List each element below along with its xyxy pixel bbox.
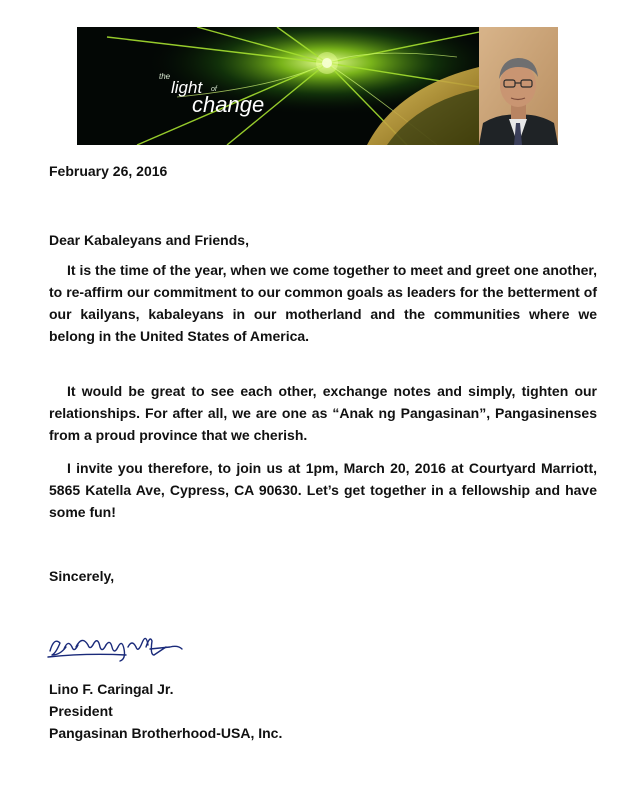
handwritten-signature [46, 625, 186, 665]
letter-closing: Sincerely, [49, 568, 115, 584]
signer-title: President [49, 703, 113, 719]
tagline-change: change [192, 92, 265, 117]
president-portrait [479, 27, 558, 145]
body-paragraph-2: It would be great to see each other, exchange notes and simply, tighten our relationships. For after all, we are one as “Anak ng Pangasinan”, Pangasinenses from a proud province that we cherish. [49, 383, 597, 443]
signer-name: Lino F. Caringal Jr. [49, 681, 174, 697]
portrait-photo [479, 27, 558, 145]
tagline-light: light [171, 78, 203, 97]
signature-block [49, 678, 282, 744]
header-banner [77, 27, 479, 145]
letter-date: February 26, 2016 [49, 163, 168, 179]
tagline-the: the [159, 72, 171, 81]
body-paragraph-3: I invite you therefore, to join us at 1pm, March 20, 2016 at Courtyard Marriott, 5865 Katella Ave, Cypress, CA 90630. Let’s get together in a fellowship and have some fun! [49, 460, 597, 520]
signer-organization: Pangasinan Brotherhood-USA, Inc. [49, 725, 283, 741]
light-rays-graphic [77, 27, 479, 145]
body-paragraph-1: It is the time of the year, when we come together to meet and greet one another, to re-affirm our commitment to our common goals as leaders for the betterment of our kailyans, kabaleyans in our motherland and the communities where we belong in the United States of America. [49, 262, 597, 344]
tagline-of: of [211, 86, 217, 93]
letter-salutation: Dear Kabaleyans and Friends, [49, 232, 249, 248]
